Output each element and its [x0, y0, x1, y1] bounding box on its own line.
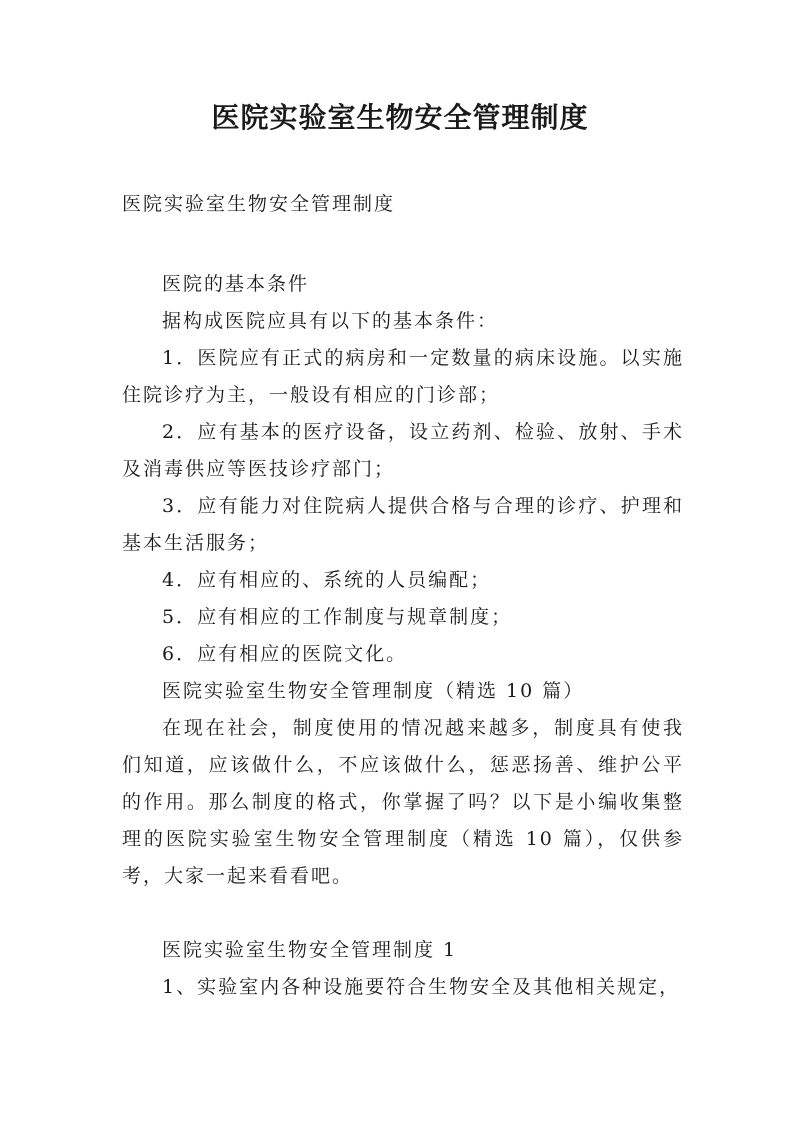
article-1-heading: 医院实验室生物安全管理制度 1 [162, 939, 458, 961]
condition-item-4: 4．应有相应的、系统的人员编配； [162, 569, 492, 591]
condition-item-6: 6．应有相应的医院文化。 [162, 643, 408, 665]
document-title: 医院实验室生物安全管理制度 [211, 101, 589, 134]
spacer [122, 895, 684, 932]
section-heading-basic-conditions: 医院的基本条件 [162, 273, 310, 295]
document-subtitle: 医院实验室生物安全管理制度 [122, 193, 396, 215]
condition-item-3: 3．应有能力对住院病人提供合格与合理的诊疗、护理和基本生活服务； [122, 495, 684, 554]
article-1-first-line: 1、实验室内各种设施要符合生物安全及其他相关规定， [162, 976, 681, 998]
collection-heading: 医院实验室生物安全管理制度（精选 10 篇） [162, 680, 585, 702]
document-body [122, 186, 684, 1006]
spacer [122, 223, 684, 266]
section-intro: 据构成医院应具有以下的基本条件： [162, 310, 499, 332]
collection-intro-paragraph: 在现在社会，制度使用的情况越来越多，制度具有使我们知道，应该做什么，不应该做什么，惩恶扬善、维护公平的作用。那么制度的格式，你掌握了吗？以下是小编收集整理的医院实验室生物安全管理制度（精选 10 篇），仅供参考，大家一起来看看吧。 [122, 717, 684, 887]
condition-item-2: 2．应有基本的医疗设备，设立药剂、检验、放射、手术及消毒供应等医技诊疗部门； [122, 421, 684, 480]
condition-item-5: 5．应有相应的工作制度与规章制度； [162, 606, 513, 628]
condition-item-1: 1．医院应有正式的病房和一定数量的病床设施。以实施住院诊疗为主，一般设有相应的门诊部； [122, 347, 684, 406]
